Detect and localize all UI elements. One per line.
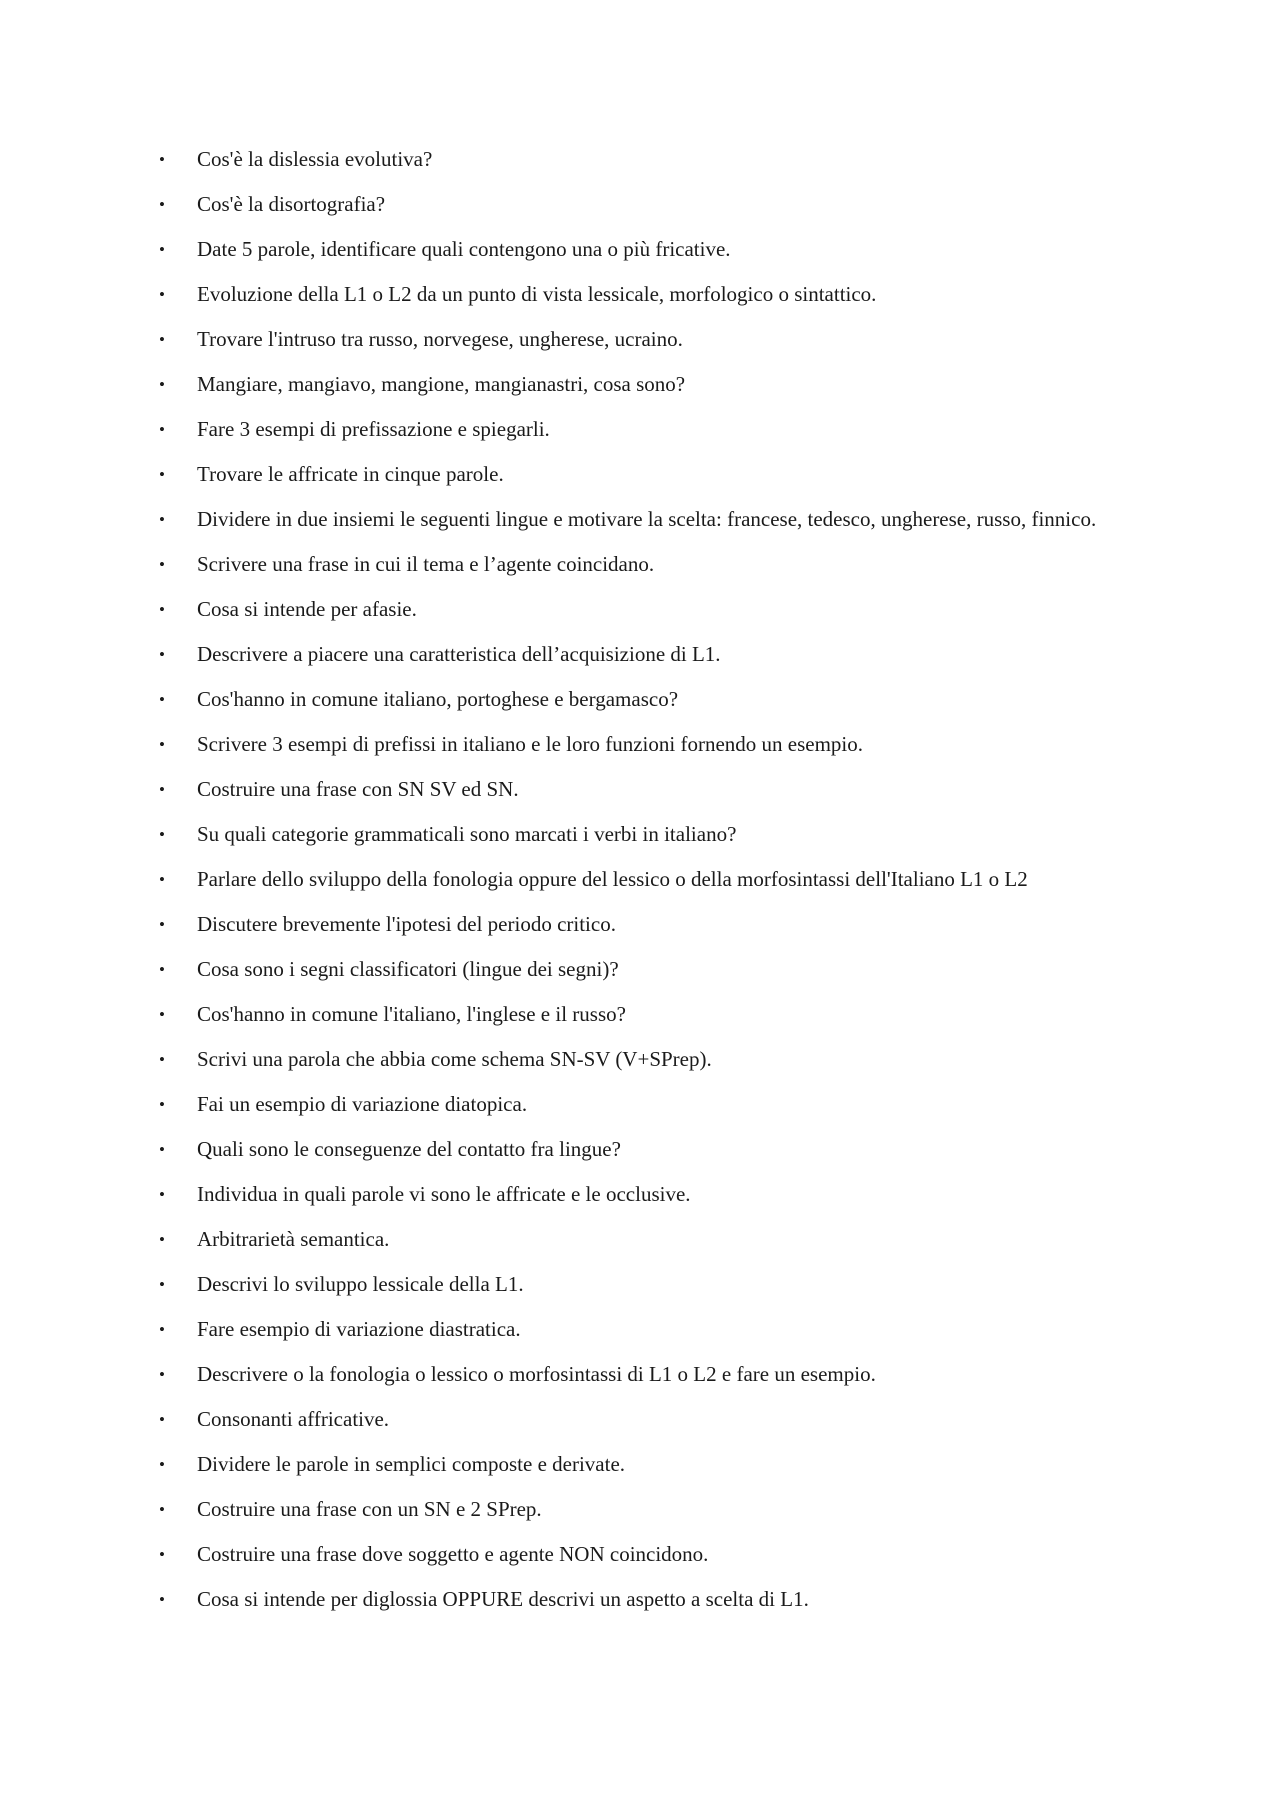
list-item: • Descrivi lo sviluppo lessicale della L1. (157, 1271, 1157, 1298)
list-item: • Trovare le affricate in cinque parole. (157, 461, 1157, 488)
list-item: • Scrivere 3 esempi di prefissi in italiano e le loro funzioni fornendo un esempio. (157, 731, 1157, 758)
list-item: • Dividere le parole in semplici composte e derivate. (157, 1451, 1157, 1478)
list-item: • Arbitrarietà semantica. (157, 1226, 1157, 1253)
list-item: • Costruire una frase con SN SV ed SN. (157, 776, 1157, 803)
list-item: • Su quali categorie grammaticali sono marcati i verbi in italiano? (157, 821, 1157, 848)
list-item: • Cosa si intende per diglossia OPPURE descrivi un aspetto a scelta di L1. (157, 1586, 1157, 1613)
list-item: • Cos'è la disortografia? (157, 191, 1157, 218)
list-item: • Parlare dello sviluppo della fonologia oppure del lessico o della morfosintassi dell'Italiano L1 o L2 (157, 866, 1157, 893)
list-item: • Cos'è la dislessia evolutiva? (157, 146, 1157, 173)
list-item: • Cosa si intende per afasie. (157, 596, 1157, 623)
list-item: • Descrivere a piacere una caratteristica dell’acquisizione di L1. (157, 641, 1157, 668)
list-item: • Cos'hanno in comune l'italiano, l'inglese e il russo? (157, 1001, 1157, 1028)
list-item: • Scrivere una frase in cui il tema e l’agente coincidano. (157, 551, 1157, 578)
list-item: • Cosa sono i segni classificatori (lingue dei segni)? (157, 956, 1157, 983)
list-item: • Fare 3 esempi di prefissazione e spiegarli. (157, 416, 1157, 443)
list-item: • Individua in quali parole vi sono le affricate e le occlusive. (157, 1181, 1157, 1208)
list-item: • Trovare l'intruso tra russo, norvegese, ungherese, ucraino. (157, 326, 1157, 353)
list-item: • Discutere brevemente l'ipotesi del periodo critico. (157, 911, 1157, 938)
list-item: • Fare esempio di variazione diastratica. (157, 1316, 1157, 1343)
list-item: • Costruire una frase con un SN e 2 SPrep. (157, 1496, 1157, 1523)
list-item: • Fai un esempio di variazione diatopica. (157, 1091, 1157, 1118)
question-list (157, 146, 1157, 1631)
list-item: • Scrivi una parola che abbia come schema SN-SV (V+SPrep). (157, 1046, 1157, 1073)
list-item: • Dividere in due insiemi le seguenti lingue e motivare la scelta: francese, tedesco, ungherese, russo, finnico. (157, 506, 1157, 533)
list-item: • Quali sono le conseguenze del contatto fra lingue? (157, 1136, 1157, 1163)
list-item: • Evoluzione della L1 o L2 da un punto di vista lessicale, morfologico o sintattico. (157, 281, 1157, 308)
list-item: • Mangiare, mangiavo, mangione, mangianastri, cosa sono? (157, 371, 1157, 398)
list-item: • Costruire una frase dove soggetto e agente NON coincidono. (157, 1541, 1157, 1568)
list-item: • Descrivere o la fonologia o lessico o morfosintassi di L1 o L2 e fare un esempio. (157, 1361, 1157, 1388)
list-item: • Cos'hanno in comune italiano, portoghese e bergamasco? (157, 686, 1157, 713)
list-item: • Consonanti affricative. (157, 1406, 1157, 1433)
list-item: • Date 5 parole, identificare quali contengono una o più fricative. (157, 236, 1157, 263)
